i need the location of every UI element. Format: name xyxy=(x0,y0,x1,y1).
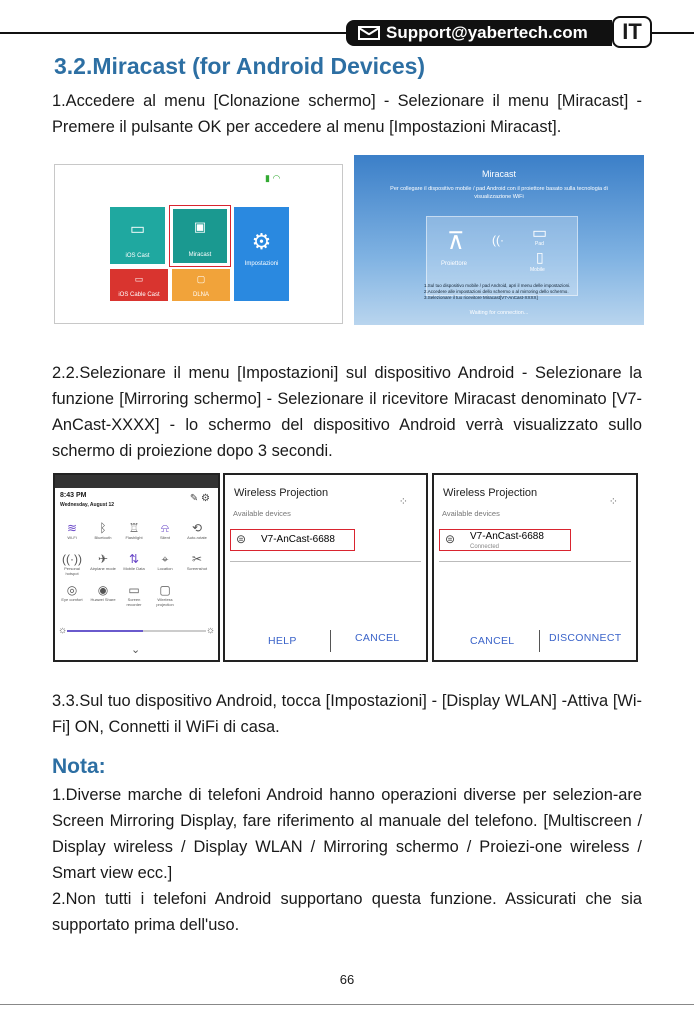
share-icon: ◉ xyxy=(97,583,109,597)
step3-text: 3.3.Sul tuo dispositivo Android, tocca [Impostazioni] - [Display WLAN] -Attiva [Wi-Fi] ON, Connetti il WiFi di casa. xyxy=(52,692,642,736)
qs-eye-comfort: ◎ Eye comfort xyxy=(58,583,86,602)
bluetooth-icon: ᛒ xyxy=(99,521,107,535)
support-email: Support@yabertech.com xyxy=(386,23,588,42)
note-title: Nota: xyxy=(52,755,106,778)
miracast-screenshot xyxy=(354,155,644,325)
miracast-panel: ⊼ ((· ▭ ▯ Proiettore Pad Mobile xyxy=(426,216,578,296)
waiting-text: Waiting for connection... xyxy=(469,310,529,316)
rotate-icon: ⟲ xyxy=(191,521,203,535)
tv-icon: ▢ xyxy=(196,274,206,284)
qs-silent: ⍾ Silent xyxy=(151,521,179,540)
qs-screen-recorder: ▭ Screen recorder xyxy=(120,583,148,607)
projection-icon: ▢ xyxy=(159,583,171,597)
qs-mobile-data: ⇅ Mobile Data xyxy=(120,552,148,571)
phone-time: 8:43 PM xyxy=(60,492,87,499)
button-divider xyxy=(539,630,540,652)
cancel-button: CANCEL xyxy=(355,632,400,644)
tile-impostazioni: ⚙ Impostazioni xyxy=(234,207,289,301)
qs-wireless-projection: ▢ Wireless projection xyxy=(151,583,179,607)
cast-icon: ▭ xyxy=(129,221,146,238)
screenshot-icon: ✂ xyxy=(191,552,203,566)
qs-screenshot: ✂ Screenshot xyxy=(183,552,211,571)
edit-settings-icons: ✎ ⚙ xyxy=(189,493,210,504)
wp-subtitle: Available devices xyxy=(442,509,500,518)
qs-flashlight: ♖ Flashlight xyxy=(120,521,148,540)
sun-low-icon: ☼ xyxy=(58,625,68,636)
qs-share: ◉ Huawei Share xyxy=(90,583,116,602)
miracast-steps: 1.Sul tuo dispositivo mobile / pad Android, apri il menu delle impostazioni. 2.Accedere alle impostazioni dello schermo o al mirroring dello schermo. 3.Selezionare il tuo ricevitore Miracast[V7-AnCast-XXXX] xyxy=(424,283,571,300)
gear-icon: ⚙ xyxy=(251,229,272,254)
footer-rule xyxy=(0,1004,694,1005)
spinner-icon: ⁘ xyxy=(608,496,616,508)
tile-dlna: ▢ DLNA xyxy=(172,269,230,301)
cast-wifi-icon: ⊜ xyxy=(236,532,247,546)
airplane-icon: ✈ xyxy=(97,552,109,566)
miracast-icon: ▣ xyxy=(193,219,207,234)
wp-title: Wireless Projection xyxy=(234,487,329,499)
sun-high-icon: ☼ xyxy=(205,625,215,636)
chevron-down-icon: ⌄ xyxy=(131,644,141,656)
qs-wifi: ≋ Wi-Fi xyxy=(58,521,86,540)
tile-miracast: ▣ Miracast xyxy=(169,205,231,267)
mail-icon xyxy=(358,26,380,40)
qs-airplane: ✈ Airplane mode xyxy=(90,552,116,571)
pad-icon: ▭ xyxy=(532,225,548,242)
button-divider xyxy=(330,630,331,652)
step2-text: 2.2.Selezionare il menu [Impostazioni] sul dispositivo Android - Selezionare la funzione [Mirroring schermo] - Selezionare il ricevitore Miracast denominato [V7-AnCast-XXXX] - lo schermo del dispositivo Android verrà visualizzato sullo schermo di proiezione dopo 3 secondi. xyxy=(52,364,642,460)
qs-location: ⌖ Location xyxy=(151,552,179,571)
device-item: ⊜ V7-AnCast-6688 xyxy=(230,529,355,551)
tv-home-screenshot xyxy=(54,164,343,324)
signal-icon: ((· xyxy=(492,233,504,247)
note2-text: 2.Non tutti i telefoni Android supportano questa funzione. Assicurati che sia supportato prima dell'uso. xyxy=(52,890,642,934)
divider xyxy=(230,561,421,562)
flashlight-icon: ♖ xyxy=(128,521,140,535)
wireless-projection-screenshot xyxy=(223,473,428,662)
note1-text: 1.Diverse marche di telefoni Android hanno operazioni diverse per selezion-are Screen Mirroring Display, fare riferimento al manuale del telefono. [Multiscreen / Display wireless / Display WLAN / Mirroring schermo / Proiezi-one wireless / Smart view ecc.] xyxy=(52,786,642,882)
status-icons: ▮ ◠ xyxy=(265,173,281,183)
wireless-projection-connected-screenshot xyxy=(432,473,638,662)
hotspot-icon: ((·)) xyxy=(62,552,82,566)
miracast-title: Miracast xyxy=(481,169,516,179)
spinner-icon: ⁘ xyxy=(398,496,406,508)
step1-text: 1.Accedere al menu [Clonazione schermo] - Selezionare il menu [Miracast] - Premere il pulsante OK per accedere al menu [Impostazioni Miracast]. xyxy=(52,92,642,136)
wp-title: Wireless Projection xyxy=(443,487,538,499)
mobile-icon: ▯ xyxy=(536,249,544,265)
miracast-subtitle: Per collegare il dispositivo mobile / pad Android con il proiettore basato sulla tecnologia di visualizzazione WiFi xyxy=(390,186,608,200)
cast-wifi-icon: ⊜ xyxy=(445,532,456,546)
language-badge: IT xyxy=(612,16,652,48)
qs-autorotate: ⟲ Auto-rotate xyxy=(183,521,211,540)
divider xyxy=(439,561,631,562)
support-banner xyxy=(346,20,612,46)
data-icon: ⇅ xyxy=(128,552,140,566)
status-bar xyxy=(55,475,218,488)
wifi-icon: ≋ xyxy=(66,521,78,535)
page-number: 66 xyxy=(339,972,355,987)
qs-hotspot: ((·)) Personal hotspot xyxy=(58,552,86,576)
brightness-slider xyxy=(67,630,206,632)
eye-icon: ◎ xyxy=(66,583,78,597)
cancel-button: CANCEL xyxy=(470,635,515,647)
section-title: 3.2.Miracast (for Android Devices) xyxy=(54,53,426,79)
tile-ios-cable-cast: ▭ iOS Cable Cast xyxy=(110,269,168,301)
recorder-icon: ▭ xyxy=(128,583,140,597)
location-icon: ⌖ xyxy=(161,552,169,566)
bell-icon: ⍾ xyxy=(161,521,169,535)
qs-bluetooth: ᛒ Bluetooth xyxy=(89,521,117,540)
tile-ios-cast: ▭ iOS Cast xyxy=(110,207,165,264)
cable-icon: ▭ xyxy=(134,274,144,284)
wp-subtitle: Available devices xyxy=(233,509,291,518)
help-button: HELP xyxy=(268,635,297,647)
android-quick-settings-screenshot xyxy=(53,473,220,662)
projector-icon: ⊼ xyxy=(447,228,465,255)
phone-date: Wednesday, August 12 xyxy=(60,502,115,508)
device-item: ⊜ V7-AnCast-6688 Connected xyxy=(439,529,571,551)
disconnect-button: DISCONNECT xyxy=(549,632,622,644)
